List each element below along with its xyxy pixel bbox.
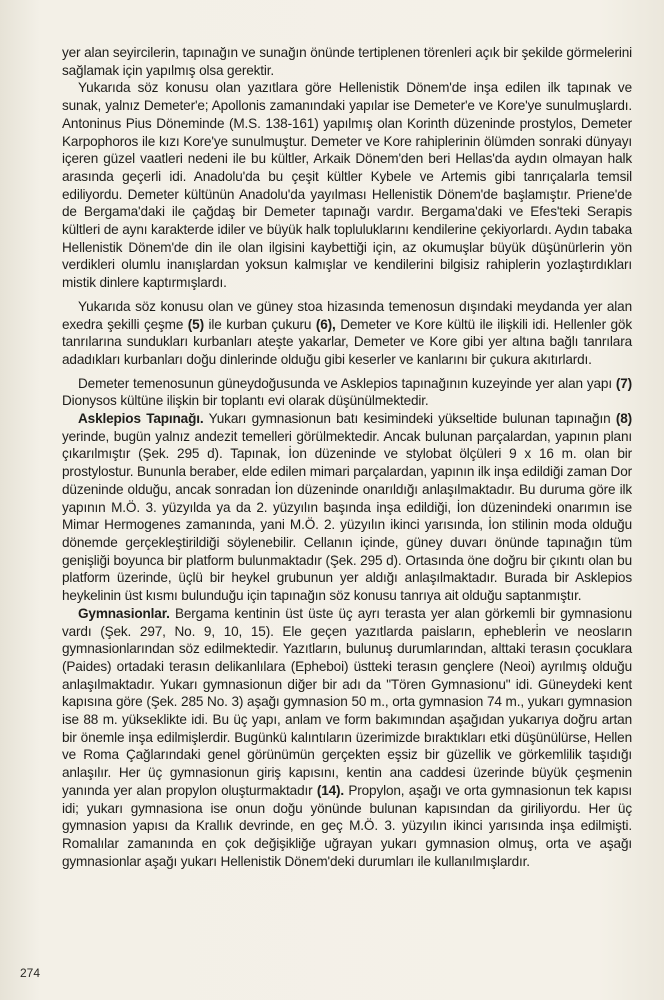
section-heading-gymnasionlar: Gymnasionlar. — [78, 605, 170, 621]
paragraph-5-text-a: Yukarı gymnasionun batı kesimindeki yükseltide bulunan tapınağın — [203, 411, 616, 427]
paragraph-6-text-a: Bergama kentinin üst üste üç ayrı terasta yer alan görkemli bir gymnasionu vardı (Şek. 297, No. 9, 10, 15). Ele geçen yazıtlarda paisların, ephebleri̇n ve neosların gymnasionlarından söz edilmektedir. Yazıtların, bulunuş durumlarından, alttaki terasın çocuklara (Paides) ortadaki terasın delikanlılara (Epheboi) üstteki terasın gençlere (Neoi) ayrılmış olduğu anlaşılmaktadır. Yukarı gymnasionun diğer bir adı da "Tören Gymnasionu" idi. Güneydeki kent kapısına göre (Şek. 285 No. 3) aşağı gymnasion 50 m., orta gymnasion 74 m., yukarı gymnasion ise 88 m. yükseklikte idi. Bu üç yapı, anlam ve form bakımından aşağıdan yukarıya doğru artan bir önemle inşa edilmişlerdir. Bugünkü kalıntıların üzerimizde bıraktıkları etki düşünülürse, Hellen ve Roma Çağlarındaki genel görünümün gerçekten eşsiz bir güzellik ve görkemlilik taşıdığı anlaşılır. Her üç gymnasionun giriş kapısını, kentin ana caddesi üzerinde büyük çeşmenin yanında yer alan propylon oluşturmaktadır — [62, 605, 632, 798]
figure-ref-5: (5) — [187, 316, 204, 332]
body-text — [62, 44, 632, 870]
paragraph-1: yer alan seyircilerin, tapınağın ve sunağın önünde tertiplenen törenleri açık bir şekilde görmelerini sağlamak için yapılmış olsa gerektir. — [62, 45, 632, 78]
figure-ref-14: (14). — [316, 782, 345, 798]
paragraph-4-text-b: Dionysos kültüne ilişkin bir toplantı evi olarak düşünülmektedir. — [62, 393, 429, 409]
paragraph-3-text-c: Demeter ve Kore kültü ile ilişkili idi. Hellenler gök tanrılarına sundukları kurbanları ateşte yakarlar, Demeter ve Kore gibi yer altına bağlı tanrılara adadıkları kurbanları doğu dinlerinde olduğu gibi keserler ve kanlarını bir çukura akıtırlardı. — [62, 316, 632, 367]
section-heading-asklepios: Asklepios Tapınağı. — [78, 411, 204, 427]
paragraph-5-text-b: yerinde, bugün yalnız andezit temelleri görülmektedir. Ancak bulunan parçalardan, yapının planı çıkarılmıştır (Şek. 295 d). Tapınak, İon düzeninde ve stylobat ölçüleri 9 x 16 m. olan bir prostylostur. Bununla beraber, elde edilen mimari parçalardan, yapının ilk inşa edildiği zaman Dor düzeninde olduğu, ancak sonradan İon düzeninde onarıldığı anlaşılmaktadır. Bu duruma göre ilk yapının M.Ö. 3. yüzyılda ya da 2. yüzyılın başında inşa edildiği, İon düzenindeki onarımın ise Mimar Hermogenes zamanında, yani M.Ö. 2. yüzyılın ikinci yarısında, İon stilinin moda olduğu dönemde gerçekleştirildiği söylenebilir. Cellanın içinde, güney duvarı önünde tapınağın tüm genişliği boyunca bir platform bulunmaktadır (Şek. 295 d). Ortasında öne doğru bir çıkıntı olan bu platform üzerinde, üçlü bir heykel grubunun yer aldığı anlaşılmaktadır. Burada bir Asklepios heykelinin üst kısmı bulunduğu için tapınağın söz konusu tanrıya ait olduğu saptanmıştır. — [62, 428, 632, 604]
paragraph-6-text-b: Propylon, aşağı ve orta gymnasionun tek kapısı idi; yukarı gymnasiona ise onun doğu yönünde bulunan kapısından da giriliyordu. Her üç gymnasion yapısı da Krallık devrinde, en geç M.Ö. 3. yüzyılın ikinci yarısında inşa edilmişti. Romalılar zamanında en çok değişikliğe uğrayan yukarı gymnasion olmuş, orta ve aşağı gymnasionlar aşağı yukarı Hellenistik Dönem'deki durumları ile kullanılmışlardır. — [62, 782, 632, 869]
figure-ref-7: (7) — [615, 375, 632, 391]
paragraph-asklepios — [62, 410, 632, 605]
page-number: 274 — [20, 966, 41, 980]
paragraph-gymnasionlar — [62, 605, 632, 871]
paragraph-4 — [62, 375, 632, 410]
figure-ref-8: (8) — [615, 411, 632, 427]
paragraph-2: Yukarıda söz konusu olan yazıtlara göre Hellenistik Dönem'de inşa edilen ilk tapınak ve sunak, yalnız Demeter'e; Apollonis zamanındaki yapılar ise Demeter'e ve Kore'ye sunulmuşlardı. Antoninus Pius Döneminde (M.S. 138-161) yapılmış olan Korinth düzeninde prostylos, Demeter Karpophoros ile kızı Kore'ye sunulmuştur. Demeter ve Kore rahiplerinin ölümden sonraki dünyayı içeren güzel vaatleri nedeni ile bu kültler, Arkaik Dönem'den beri Hellas'da aydın olmayan halk arasında geçerli idi. Anadolu'da bu çeşit kültler Kybele ve Artemis gibi tanrıçalarla temsil ediliyordu. Demeter kültünün Anadolu'da yayılması Hellenistik Dönem'de başlamıştır. Priene'de de Bergama'daki ile çağdaş bir Demeter tapınağı vardır. Bergama'daki ve Efes'teki Serapis kültleri de aynı karakterde idiler ve büyük halk topluluklarını kendilerine çekiyorlardı. Aydın tabaka Hellenistik Dönem'de din ile olan ilgisini kaybettiği için, az okumuşlar büyük düşünürlerin yön verdikleri olumlu inanışlardan yoksun kalmışlar ve kendilerini bilgisiz rahiplerin yozlaştırdıkları mistik dinlere kaptırmışlardı. — [62, 80, 632, 291]
paragraph-3-text-b: ile kurban çukuru — [203, 316, 316, 332]
figure-ref-6: (6), — [315, 316, 336, 332]
paragraph-3-text-a: Yukarıda söz konusu olan ve güney stoa hizasında temenosun dışındaki meydanda yer alan exedra şekilli çeşme — [62, 298, 632, 332]
paragraph-3 — [62, 298, 632, 369]
paragraph-4-text-a: Demeter temenosunun güneydoğusunda ve Asklepios tapınağının kuzeyinde yer alan yapı — [78, 375, 616, 391]
